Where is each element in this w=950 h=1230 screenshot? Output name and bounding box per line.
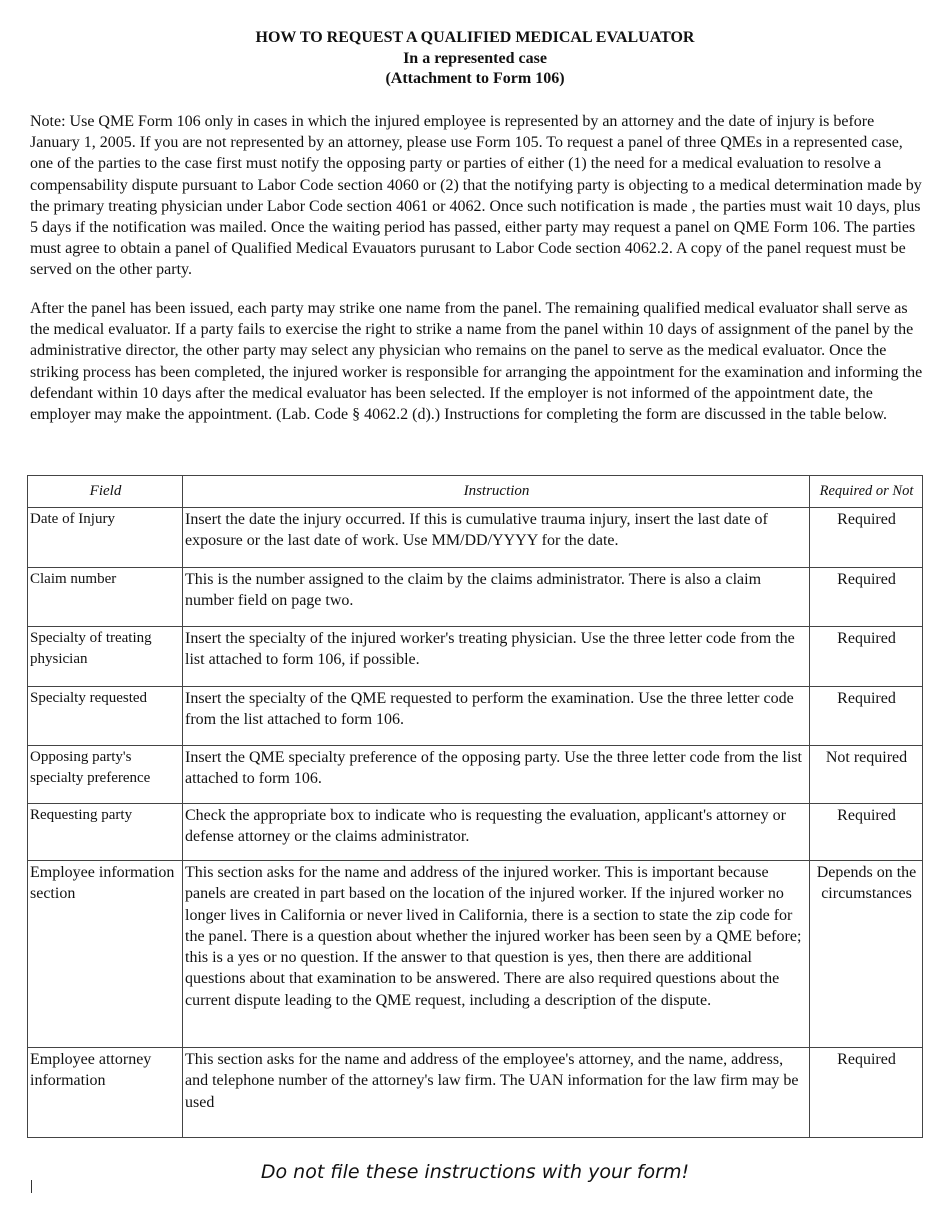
footer-notice: Do not file these instructions with your form! bbox=[260, 1161, 690, 1183]
header-required: Required or Not bbox=[810, 476, 923, 508]
table-row bbox=[28, 746, 923, 804]
row-instruction: This section asks for the name and address of the employee's attorney, and the name, address, and telephone number of the attorney's law firm. The UAN information for the law firm may be used bbox=[183, 1048, 810, 1138]
row-field: Employee attorney information bbox=[28, 1048, 183, 1138]
row-instruction: Insert the QME specialty preference of the opposing party. Use the three letter code from the list attached to form 106. bbox=[183, 746, 810, 804]
note-paragraph: Note: Use QME Form 106 only in cases in which the injured employee is represented by an attorney and the date of injury is before January 1, 2005. If you are not represented by an attorney, please use Form 105. To request a panel of three QMEs in a represented case, one of the parties to the case first must notify the opposing party or parties of either (1) the need for a medical evaluation to resolve a compensability dispute pursuant to Labor Code section 4060 or (2) that the notifying party is objecting to a medical determination made by the primary treating physician under Labor Code section 4061 or 4062. Once such notification is made , the parties must wait 10 days, plus 5 days if the notification was mailed. Once the waiting period has passed, either party may request a panel on QME Form 106. The parties must agree to obtain a panel of Qualified Medical Evauators purusant to Labor Code section 4062.2. A copy of the panel request must be served on the other party. bbox=[30, 113, 922, 279]
row-field: Claim number bbox=[28, 568, 183, 627]
document-attachment-note: (Attachment to Form 106) bbox=[385, 70, 565, 87]
row-field: Specialty requested bbox=[28, 687, 183, 746]
header-field: Field bbox=[28, 476, 183, 508]
row-field: Requesting party bbox=[28, 804, 183, 861]
page-mark bbox=[31, 1180, 32, 1193]
row-required: Required bbox=[810, 568, 923, 627]
row-instruction: This is the number assigned to the claim by the claims administrator. There is also a claim number field on page two. bbox=[183, 568, 810, 627]
table-row bbox=[28, 1048, 923, 1138]
row-field: Date of Injury bbox=[28, 508, 183, 568]
instructions-table bbox=[27, 475, 923, 1138]
row-instruction: Check the appropriate box to indicate who is requesting the evaluation, applicant's attorney or defense attorney or the claims administrator. bbox=[183, 804, 810, 861]
table-row bbox=[28, 508, 923, 568]
table-row bbox=[28, 804, 923, 861]
row-instruction: Insert the date the injury occurred. If this is cumulative trauma injury, insert the last date of exposure or the last date of work. Use MM/DD/YYYY for the date. bbox=[183, 508, 810, 568]
row-field: Employee information section bbox=[28, 861, 183, 1048]
document-header bbox=[0, 28, 950, 90]
row-instruction: This section asks for the name and address of the injured worker. This is important because panels are created in part based on the location of the injured worker. If the injured worker no longer lives in California or never lived in California, there is a section to state the zip code for the panel. There is a question about whether the injured worker has been seen by a QME before; this is a yes or no question. If the answer to that question is yes, then there are additional questions about that examination to be answered. There are also required questions about the current dispute leading to the QME request, including a description of the dispute. bbox=[183, 861, 810, 1048]
row-required: Required bbox=[810, 687, 923, 746]
row-field: Specialty of treating physician bbox=[28, 627, 183, 687]
row-required: Not required bbox=[810, 746, 923, 804]
row-instruction: Insert the specialty of the injured worker's treating physician. Use the three letter code from the list attached to form 106, if possible. bbox=[183, 627, 810, 687]
document-title: HOW TO REQUEST A QUALIFIED MEDICAL EVALUATOR bbox=[255, 29, 695, 46]
table-row bbox=[28, 627, 923, 687]
after-panel-paragraph: After the panel has been issued, each party may strike one name from the panel. The remaining qualified medical evaluator shall serve as the medical evaluator. If a party fails to exercise the right to strike a name from the panel within 10 days of assignment of the panel by the administrative director, the other party may select any physician who remains on the panel to serve as the medical evaluator. Once the striking process has been completed, the injured worker is responsible for arranging the appointment for the examination and informing the defendant within 10 days after the medical evaluator has been selected. If the employer is not informed of the appointment date, the employer may make the appointment. (Lab. Code § 4062.2 (d).) Instructions for completing the form are discussed in the table below. bbox=[30, 300, 923, 424]
row-required: Required bbox=[810, 627, 923, 687]
row-required: Required bbox=[810, 804, 923, 861]
table-row bbox=[28, 568, 923, 627]
row-required: Required bbox=[810, 1048, 923, 1138]
row-instruction: Insert the specialty of the QME requested to perform the examination. Use the three letter code from the list attached to form 106. bbox=[183, 687, 810, 746]
header-instruction: Instruction bbox=[183, 476, 810, 508]
table-row bbox=[28, 861, 923, 1048]
row-field: Opposing party's specialty preference bbox=[28, 746, 183, 804]
row-required: Depends on the circumstances bbox=[810, 861, 923, 1048]
document-subtitle: In a represented case bbox=[403, 49, 547, 67]
table-row bbox=[28, 687, 923, 746]
table-header-row bbox=[28, 476, 923, 508]
row-required: Required bbox=[810, 508, 923, 568]
